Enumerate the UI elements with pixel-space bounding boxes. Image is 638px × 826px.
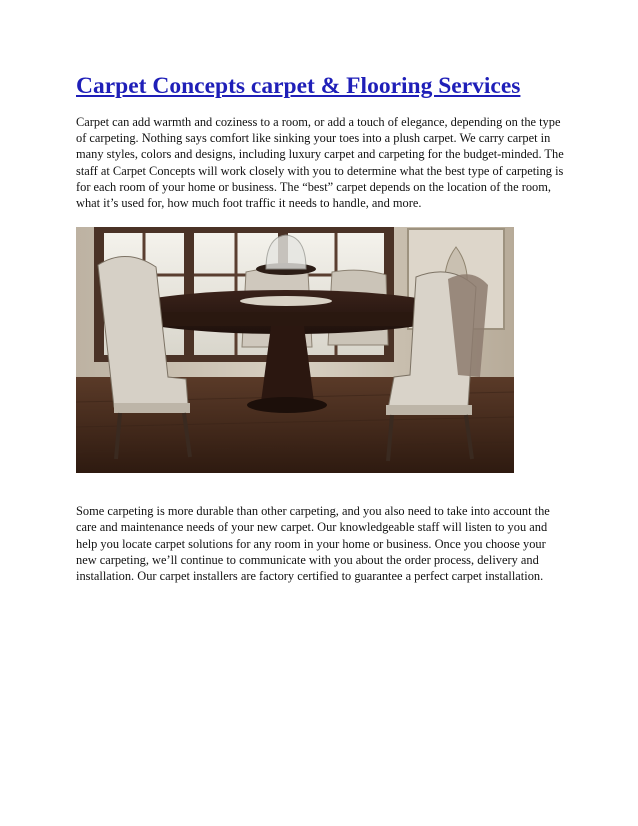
dining-room-photo [76, 227, 514, 473]
document-page [76, 68, 566, 584]
page-title: Carpet Concepts carpet & Flooring Services [76, 73, 521, 99]
details-paragraph: Some carpeting is more durable than other carpeting, and you also need to take into account the care and maintenance needs of your new carpet. Our knowledgeable staff will listen to you and help you locate carpet solutions for any room in your home or business. Once you choose your new carpeting, we’ll continue to communicate with you about the order process, delivery and installation. Our carpet installers are factory certified to guarantee a perfect carpet installation. [76, 504, 550, 584]
intro-paragraph: Carpet can add warmth and coziness to a room, or add a touch of elegance, depending on the type of carpeting. Nothing says comfort like sinking your toes into a plush carpet. We carry carpet in many styles, colors and designs, including luxury carpet and carpeting for the budget-minded. The staff at Carpet Concepts will work closely with you to determine what the best type of carpeting is for each room of your home or business. The “best” carpet depends on the location of the room, what it’s used for, how much foot traffic it needs to handle, and more. [76, 115, 564, 211]
